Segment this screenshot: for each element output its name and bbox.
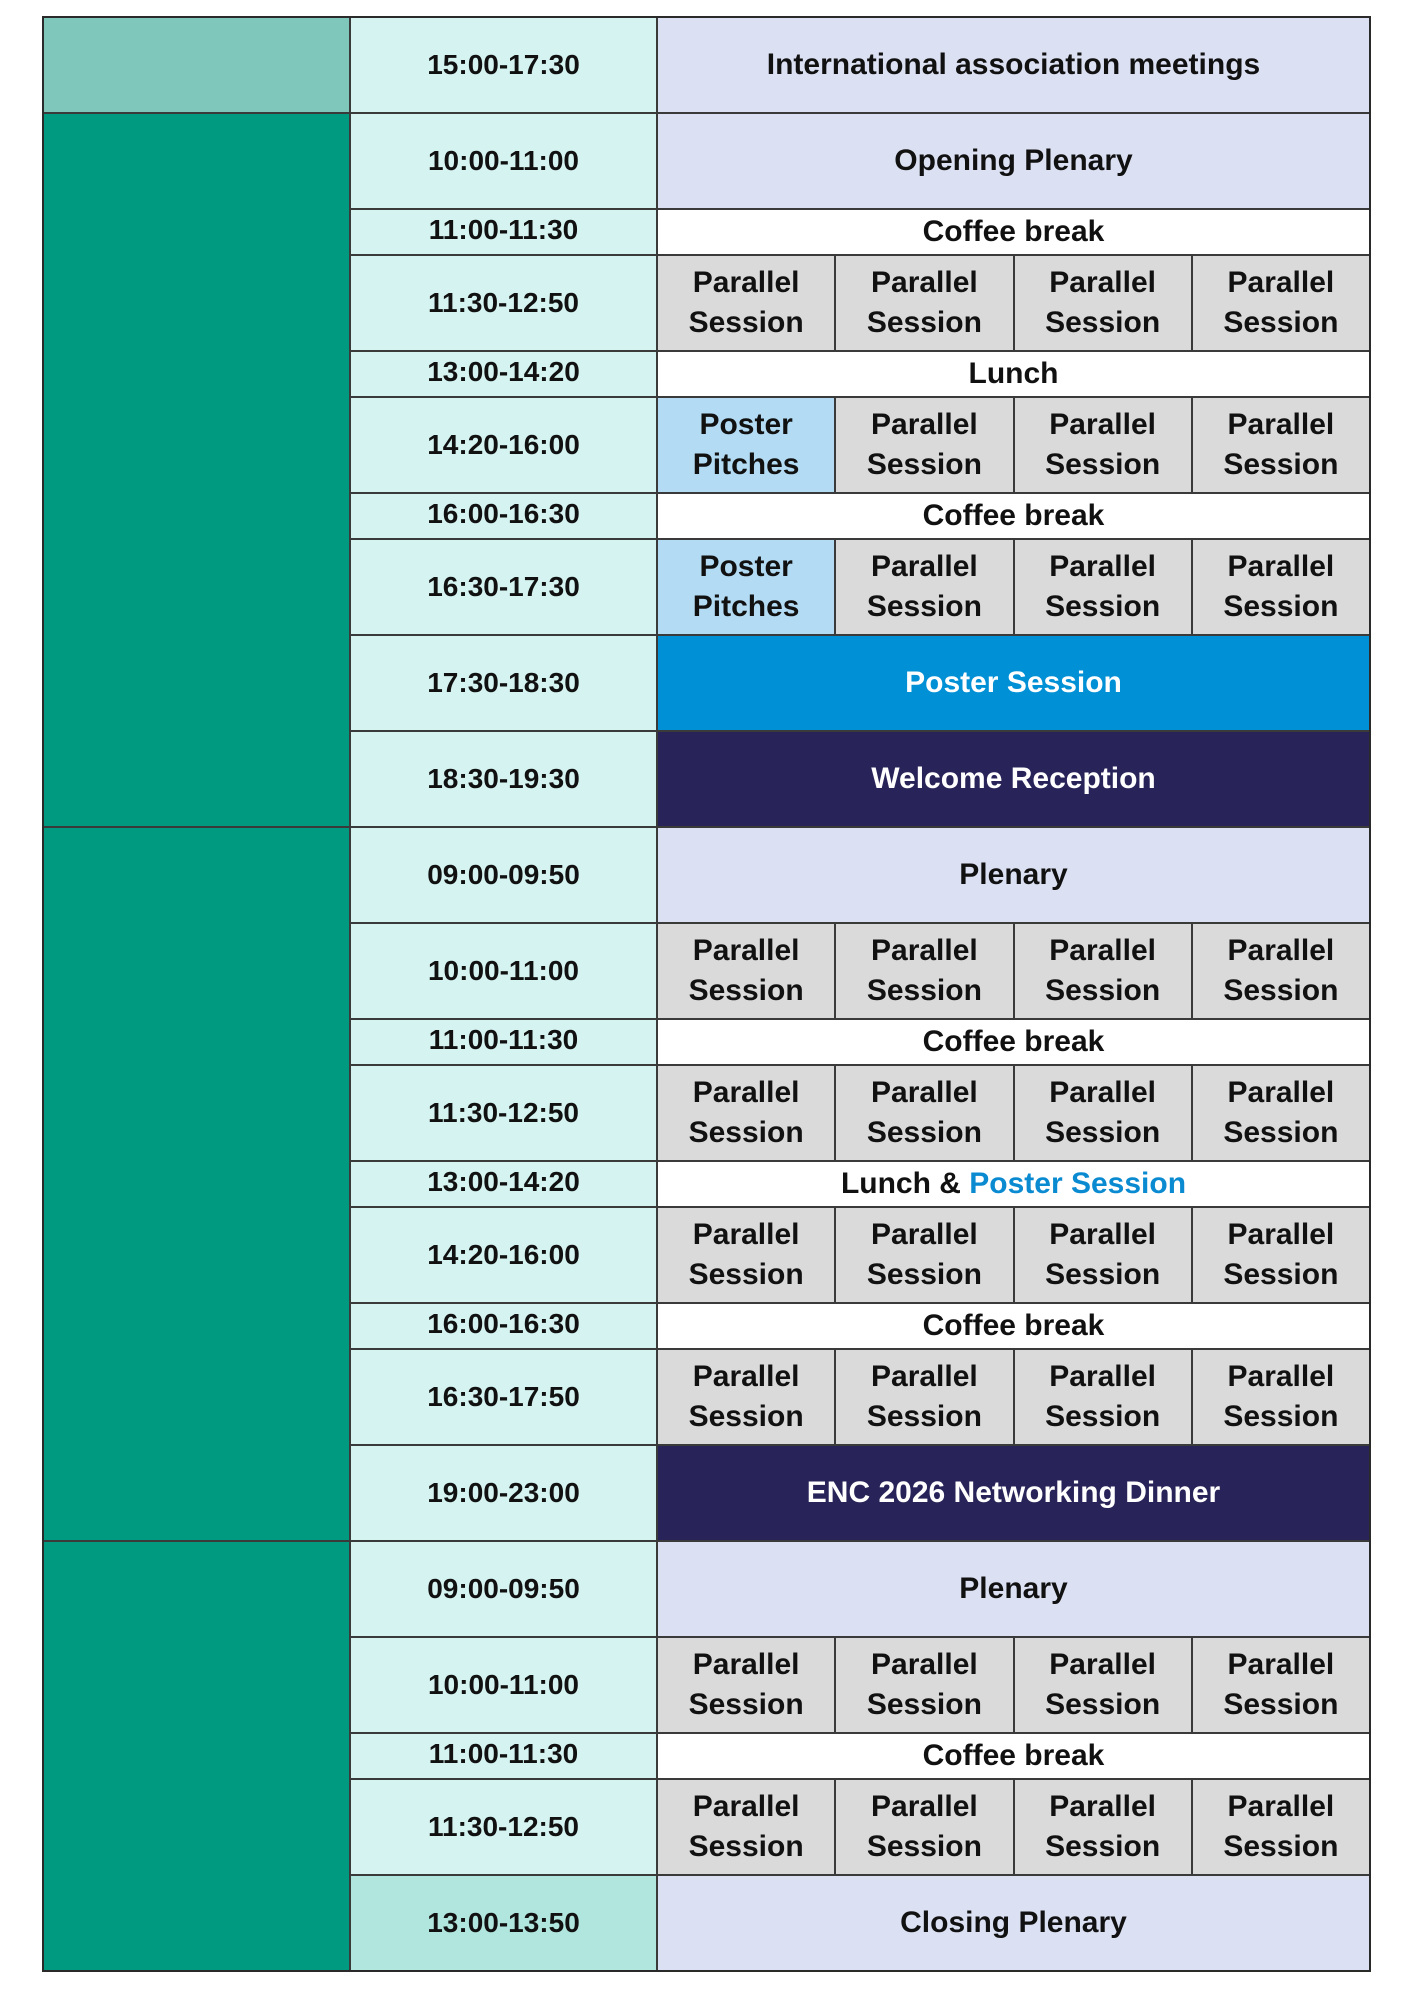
event-label: International association meetings [766,48,1261,81]
label-stack [867,1787,982,1867]
parallel-session-cell [1192,1207,1370,1303]
time-slot-text: 19:00-23:00 [427,1477,580,1508]
session-label-line2: Session [688,1258,804,1291]
session-label-line2: Session [866,1830,982,1863]
plenary-cell [657,827,1370,923]
time-slot-text: 11:30-12:50 [427,1097,579,1128]
time-slot-cell [350,1349,657,1445]
session-label-line1: Parallel [871,1218,978,1251]
session-label-line2: Session [1045,1830,1161,1863]
session-label-line2: Session [1223,590,1339,623]
time-slot-text: 14:20-16:00 [427,429,580,460]
session-label-line1: Parallel [1049,408,1156,441]
session-label-line1: Parallel [1049,1076,1156,1109]
time-slot-text: 16:30-17:30 [427,571,580,602]
session-label-line1: Parallel [1049,934,1156,967]
label-stack [1223,263,1338,343]
session-label-line1: Parallel [692,1790,800,1823]
session-label-line2: Session [688,1116,804,1149]
label-stack [689,263,804,343]
session-label-line1: Parallel [692,1360,800,1393]
break-cell [657,1019,1370,1065]
session-label-line2: Session [688,974,804,1007]
parallel-session-cell [1014,539,1192,635]
time-slot-cell [350,635,657,731]
label-stack [693,405,800,485]
parallel-session-cell [835,1637,1013,1733]
time-slot-cell [350,1019,657,1065]
time-slot-cell [350,1779,657,1875]
session-label-line1: Parallel [1227,1218,1335,1251]
event-label: Closing Plenary [900,1906,1127,1939]
time-slot-cell [350,1875,657,1971]
label-stack [867,1215,982,1295]
time-slot-text: 11:00-11:30 [428,1024,579,1055]
label-stack [1223,931,1338,1011]
time-slot-cell [350,1637,657,1733]
session-label-line1: Parallel [1227,1648,1335,1681]
time-slot-text: 16:00-16:30 [427,498,580,529]
evening-event-cell [657,1445,1370,1541]
parallel-session-cell [835,923,1013,1019]
poster-pitches-cell [657,539,835,635]
session-label-line2: Session [866,306,982,339]
label-stack [1223,1787,1338,1867]
session-label-line1: Parallel [692,1648,800,1681]
label-stack [1045,1073,1160,1153]
label-stack [867,931,982,1011]
time-slot-text: 11:00-11:30 [428,214,579,245]
session-label-line2: Session [1223,1830,1339,1863]
event-label: Plenary [959,1572,1068,1605]
label-stack [867,1645,982,1725]
time-slot-cell [350,1733,657,1779]
parallel-session-cell [1192,923,1370,1019]
time-slot-cell [350,1541,657,1637]
time-slot-text: 17:30-18:30 [427,667,580,698]
parallel-session-cell [1014,1779,1192,1875]
label-stack [1045,931,1160,1011]
event-label: Opening Plenary [894,144,1133,177]
session-label-line1: Parallel [871,934,978,967]
session-label-line2: Session [1223,974,1339,1007]
session-label-line2: Session [1045,590,1161,623]
session-label-line2: Session [1223,1258,1339,1291]
label-stack [1223,1073,1338,1153]
session-label-line2: Session [866,1258,982,1291]
table-border [43,16,1370,18]
session-label-line2: Session [688,1400,804,1433]
event-label: Coffee break [922,1025,1105,1058]
event-label: Coffee break [922,215,1105,248]
break-cell [657,351,1370,397]
parallel-session-cell [1014,923,1192,1019]
session-label-line2: Session [1223,448,1339,481]
parallel-session-cell [657,1637,835,1733]
parallel-session-cell [1192,255,1370,351]
break-cell [657,209,1370,255]
time-slot-cell [350,731,657,827]
session-label-line2: Session [866,590,982,623]
session-label-line1: Parallel [1049,266,1156,299]
time-slot-text: 09:00-09:50 [427,1573,580,1604]
label-stack [689,1645,804,1725]
parallel-session-cell [835,1349,1013,1445]
time-slot-text: 13:00-14:20 [427,1166,580,1197]
label-stack [689,1357,804,1437]
session-label-line1: Parallel [871,550,978,583]
lunch-poster-cell [657,1161,1370,1207]
time-slot-cell [350,397,657,493]
table-border [42,16,44,1972]
session-label-line2: Session [1045,1258,1161,1291]
parallel-session-cell [1192,1349,1370,1445]
table-border [1369,16,1371,1972]
time-slot-cell [350,539,657,635]
session-label-line1: Parallel [1227,1360,1335,1393]
time-slot-cell [350,827,657,923]
poster-session-highlight: Poster Session [969,1167,1187,1200]
label-stack [689,931,804,1011]
break-cell [657,1303,1370,1349]
event-label: Lunch [968,357,1059,390]
poster-session-cell [657,635,1370,731]
event-label: Poster Session [905,666,1122,699]
session-label-line2: Session [1045,306,1161,339]
event-label: Coffee break [922,1309,1105,1342]
session-label-line2: Session [1223,1116,1339,1149]
time-slot-text: 14:20-16:00 [427,1239,580,1270]
parallel-session-cell [835,539,1013,635]
label-stack [1223,547,1338,627]
time-slot-cell [350,1445,657,1541]
session-label-line1: Parallel [1227,934,1335,967]
session-label-line1: Parallel [692,266,800,299]
time-slot-text: 16:00-16:30 [427,1308,580,1339]
parallel-session-cell [835,397,1013,493]
time-slot-text: 10:00-11:00 [427,145,579,176]
session-label-line1: Parallel [1227,1790,1335,1823]
session-label-line2: Pitches [692,448,800,481]
label-stack [689,1073,804,1153]
time-slot-text: 11:30-12:50 [427,287,579,318]
event-label: Plenary [959,858,1068,891]
parallel-session-cell [1014,1349,1192,1445]
session-label-line2: Session [866,1116,982,1149]
lunch-text: Lunch & [840,1167,970,1200]
session-label-line1: Parallel [871,266,978,299]
time-slot-cell [350,1207,657,1303]
label-stack [1223,1215,1338,1295]
event-label: Welcome Reception [871,762,1156,795]
session-label-line2: Session [1223,306,1339,339]
session-label-line1: Parallel [692,1218,800,1251]
session-label-line1: Parallel [871,1790,978,1823]
break-cell [657,1733,1370,1779]
parallel-session-cell [657,1065,835,1161]
session-label-line2: Session [866,448,982,481]
parallel-session-cell [657,1207,835,1303]
session-label-line1: Parallel [1049,1218,1156,1251]
time-slot-cell [350,351,657,397]
session-label-line1: Parallel [1049,550,1156,583]
time-slot-text: 11:30-12:50 [427,1811,579,1842]
time-slot-text: 09:00-09:50 [427,859,580,890]
parallel-session-cell [1014,1637,1192,1733]
label-stack [1045,1215,1160,1295]
parallel-session-cell [1192,539,1370,635]
parallel-session-cell [657,1349,835,1445]
day-header-cell [43,1541,350,1971]
session-label-line2: Session [866,1688,982,1721]
time-slot-text: 18:30-19:30 [427,763,580,794]
time-slot-text: 10:00-11:00 [427,955,579,986]
session-label-line2: Pitches [692,590,800,623]
label-stack [689,1215,804,1295]
session-label-line2: Session [1223,1400,1339,1433]
time-slot-cell [350,209,657,255]
evening-event-cell [657,731,1370,827]
session-label-line1: Parallel [871,1076,978,1109]
label-stack [867,263,982,343]
label-stack [1045,263,1160,343]
parallel-session-cell [1192,1779,1370,1875]
label-stack [1223,1645,1338,1725]
time-slot-text: 10:00-11:00 [427,1669,579,1700]
session-label-line1: Parallel [692,1076,800,1109]
time-slot-cell [350,1161,657,1207]
parallel-session-cell [657,1779,835,1875]
day-header-cell [43,113,350,827]
session-label-line1: Parallel [692,934,800,967]
time-slot-cell [350,17,657,113]
time-slot-text: 11:00-11:30 [428,1738,579,1769]
session-label-line2: Session [688,1830,804,1863]
session-label-line2: Session [1045,974,1161,1007]
time-slot-cell [350,113,657,209]
poster-pitches-cell [657,397,835,493]
session-label-line1: Parallel [1227,408,1335,441]
session-label-line2: Session [1045,1688,1161,1721]
session-label-line2: Session [688,1688,804,1721]
session-label-line2: Session [866,1400,982,1433]
parallel-session-cell [1014,1207,1192,1303]
label-stack [1223,405,1338,485]
plenary-cell [657,1541,1370,1637]
session-label-line1: Parallel [871,408,978,441]
session-label-line1: Parallel [1227,1076,1335,1109]
parallel-session-cell [1192,397,1370,493]
label-stack [1045,1787,1160,1867]
parallel-session-cell [835,1207,1013,1303]
parallel-session-cell [1014,255,1192,351]
session-label-line2: Session [1223,1688,1339,1721]
break-cell [657,493,1370,539]
time-slot-text: 13:00-14:20 [427,356,580,387]
label-stack [867,547,982,627]
time-slot-text: 13:00-13:50 [427,1907,580,1938]
event-label: Coffee break [922,1739,1105,1772]
plenary-cell [657,113,1370,209]
plenary-cell [657,17,1370,113]
parallel-session-cell [1014,1065,1192,1161]
session-label-line2: Session [688,306,804,339]
session-label-line2: Session [1045,448,1161,481]
time-slot-cell [350,923,657,1019]
time-slot-text: 16:30-17:50 [427,1381,580,1412]
parallel-session-cell [1014,397,1192,493]
label-stack [867,405,982,485]
event-label: Coffee break [922,499,1105,532]
time-slot-cell [350,1303,657,1349]
lunch-poster-line [841,1164,1186,1204]
parallel-session-cell [1192,1637,1370,1733]
session-label-line1: Parallel [1049,1360,1156,1393]
label-stack [1045,1357,1160,1437]
label-stack [867,1357,982,1437]
session-label-line1: Parallel [1049,1790,1156,1823]
day-header-cell [43,17,350,113]
session-label-line1: Parallel [1049,1648,1156,1681]
time-slot-cell [350,1065,657,1161]
parallel-session-cell [657,255,835,351]
session-label-line1: Parallel [1227,550,1335,583]
label-stack [1045,1645,1160,1725]
table-border [43,1970,1370,1972]
session-label-line1: Parallel [871,1648,978,1681]
session-label-line2: Session [1045,1116,1161,1149]
session-label-line2: Session [1045,1400,1161,1433]
parallel-session-cell [657,923,835,1019]
parallel-session-cell [835,1065,1013,1161]
session-label-line1: Poster [699,408,793,441]
day-header-cell [43,827,350,1541]
session-label-line1: Parallel [871,1360,978,1393]
label-stack [1223,1357,1338,1437]
session-label-line1: Parallel [1227,266,1335,299]
session-label-line2: Session [866,974,982,1007]
plenary-cell [657,1875,1370,1971]
time-slot-cell [350,255,657,351]
label-stack [1045,405,1160,485]
parallel-session-cell [835,255,1013,351]
label-stack [1045,547,1160,627]
session-label-line1: Poster [699,550,793,583]
label-stack [689,1787,804,1867]
time-slot-text: 15:00-17:30 [427,49,580,80]
label-stack [867,1073,982,1153]
label-stack [693,547,800,627]
event-label: ENC 2026 Networking Dinner [806,1476,1221,1509]
parallel-session-cell [1192,1065,1370,1161]
parallel-session-cell [835,1779,1013,1875]
time-slot-cell [350,493,657,539]
